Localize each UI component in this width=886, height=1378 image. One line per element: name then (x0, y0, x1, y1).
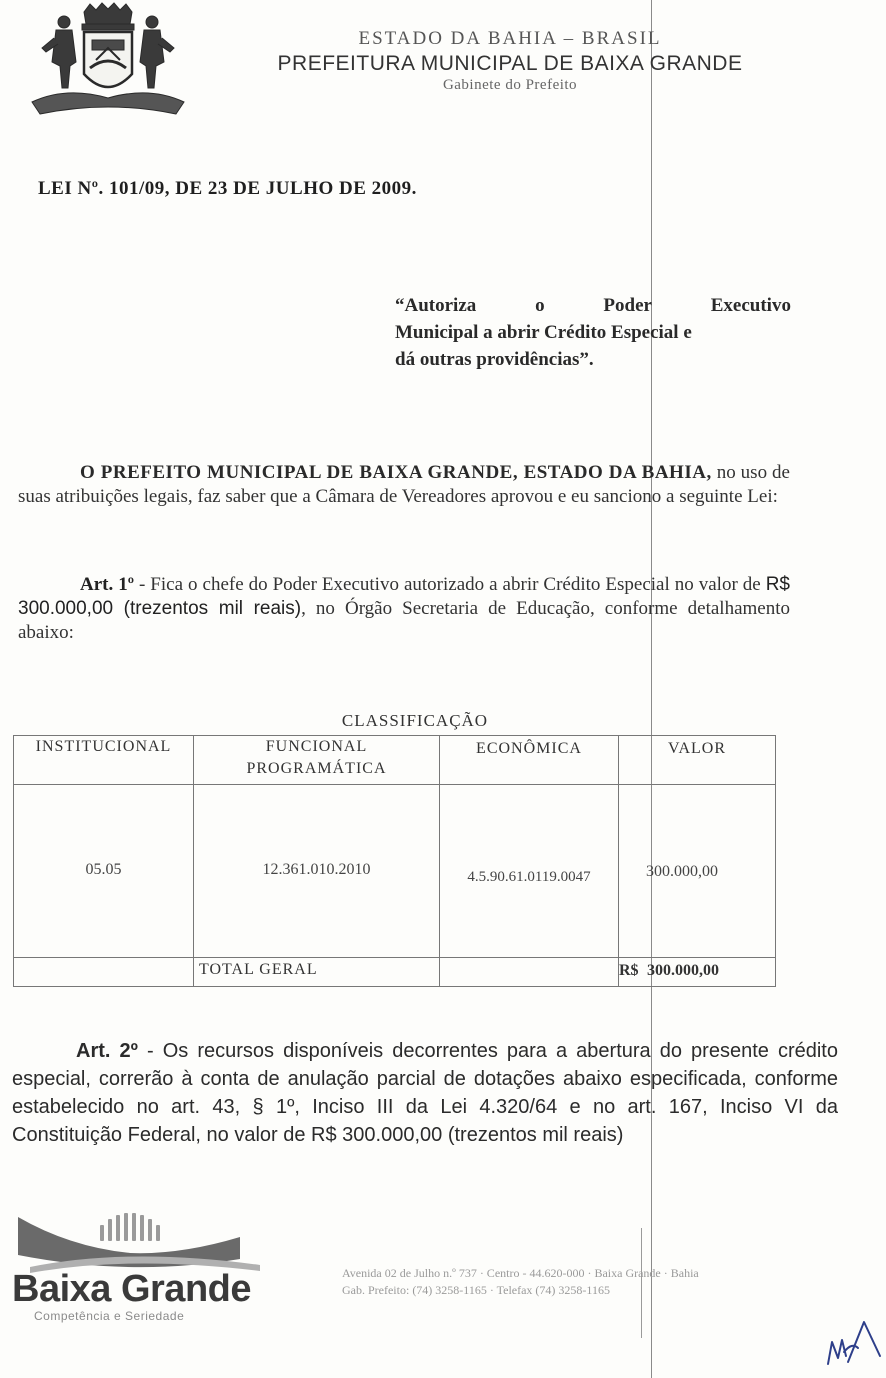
ementa-line-3: dá outras providências”. (395, 349, 594, 370)
total-cell-empty (13, 957, 194, 987)
footer-address-line: Avenida 02 de Julho n.º 737 · Centro - 44.620-000 · Baixa Grande · Bahia (342, 1266, 699, 1280)
header-funcional: FUNCIONAL (265, 738, 368, 755)
ementa-word: Executivo (710, 295, 791, 316)
header-institucional: INSTITUCIONAL (35, 738, 172, 755)
total-label: TOTAL GERAL (199, 961, 318, 978)
ementa-word: Poder (603, 295, 652, 316)
handwritten-initials-icon (818, 1312, 884, 1370)
state-line: ESTADO DA BAHIA – BRASIL (358, 28, 662, 49)
article-2 (12, 1037, 838, 1149)
total-currency: R$ (619, 962, 639, 979)
municipal-coat-of-arms-icon (26, 2, 190, 120)
value-funcional: 12.361.010.2010 (262, 861, 371, 878)
article-1-text-a: - Fica o chefe do Poder Executivo autorizado a abrir Crédito Especial no valor de (134, 574, 766, 595)
header-programatica: PROGRAMÁTICA (246, 760, 387, 777)
article-1-label: Art. 1º (80, 574, 134, 595)
ementa-word: o (535, 295, 545, 316)
value-valor: 300.000,00 (646, 863, 718, 880)
law-title: LEI Nº. 101/09, DE 23 DE JULHO DE 2009. (38, 178, 417, 199)
preamble-paragraph (18, 461, 790, 509)
footer-address (342, 1265, 872, 1299)
ementa-word: “Autoriza (395, 295, 477, 316)
header-economica: ECONÔMICA (476, 740, 582, 757)
gabinete-line: Gabinete do Prefeito (442, 77, 578, 93)
ementa-line-2: Municipal a abrir Crédito Especial e (395, 322, 692, 343)
ementa-line-1 (395, 292, 791, 319)
scan-fold-line (651, 0, 652, 1378)
table-caption: CLASSIFICAÇÃO (341, 711, 489, 730)
total-value: 300.000,00 (647, 962, 719, 979)
footer-phone-line: Gab. Prefeito: (74) 3258-1165 · Telefax (74) 3258-1165 (342, 1283, 610, 1297)
value-institucional: 05.05 (85, 861, 122, 878)
article-1-text-b: , no Órgão Secretaria de Educação, conforme detalhamento abaixo: (18, 598, 790, 643)
article-2-label: Art. 2º (76, 1040, 138, 1062)
total-cell-empty-2 (439, 957, 619, 987)
article-1-amount: R$ 300.000,00 (trezentos mil reais) (18, 574, 790, 619)
header-valor: VALOR (667, 740, 727, 757)
logo-tagline: Competência e Seriedade (34, 1309, 185, 1323)
value-economica: 4.5.90.61.0119.0047 (467, 869, 591, 885)
preamble-lead: O PREFEITO MUNICIPAL DE BAIXA GRANDE, ESTADO DA BAHIA, (80, 462, 712, 483)
classification-table (13, 735, 776, 987)
article-1 (18, 573, 790, 645)
prefeitura-line: PREFEITURA MUNICIPAL DE BAIXA GRANDE (277, 52, 743, 75)
letterhead (240, 28, 780, 94)
ementa (395, 292, 791, 373)
logo-name: Baixa Grande (12, 1268, 251, 1310)
article-2-text: - Os recursos disponíveis decorrentes para a abertura do presente crédito especial, correrão à conta de anulação parcial de dotações abaixo especificada, conforme estabelecido no art. 43, § 1º, Inciso III da Lei 4.320/64 e no art. 167, Inciso VI da Constituição Federal, no valor de R$ 300.000,00 (trezentos mil reais) (12, 1040, 838, 1146)
preamble-text: no uso de suas atribuições legais, faz saber que a Câmara de Vereadores aprovou e eu sanciono a seguinte Lei: (18, 462, 790, 507)
